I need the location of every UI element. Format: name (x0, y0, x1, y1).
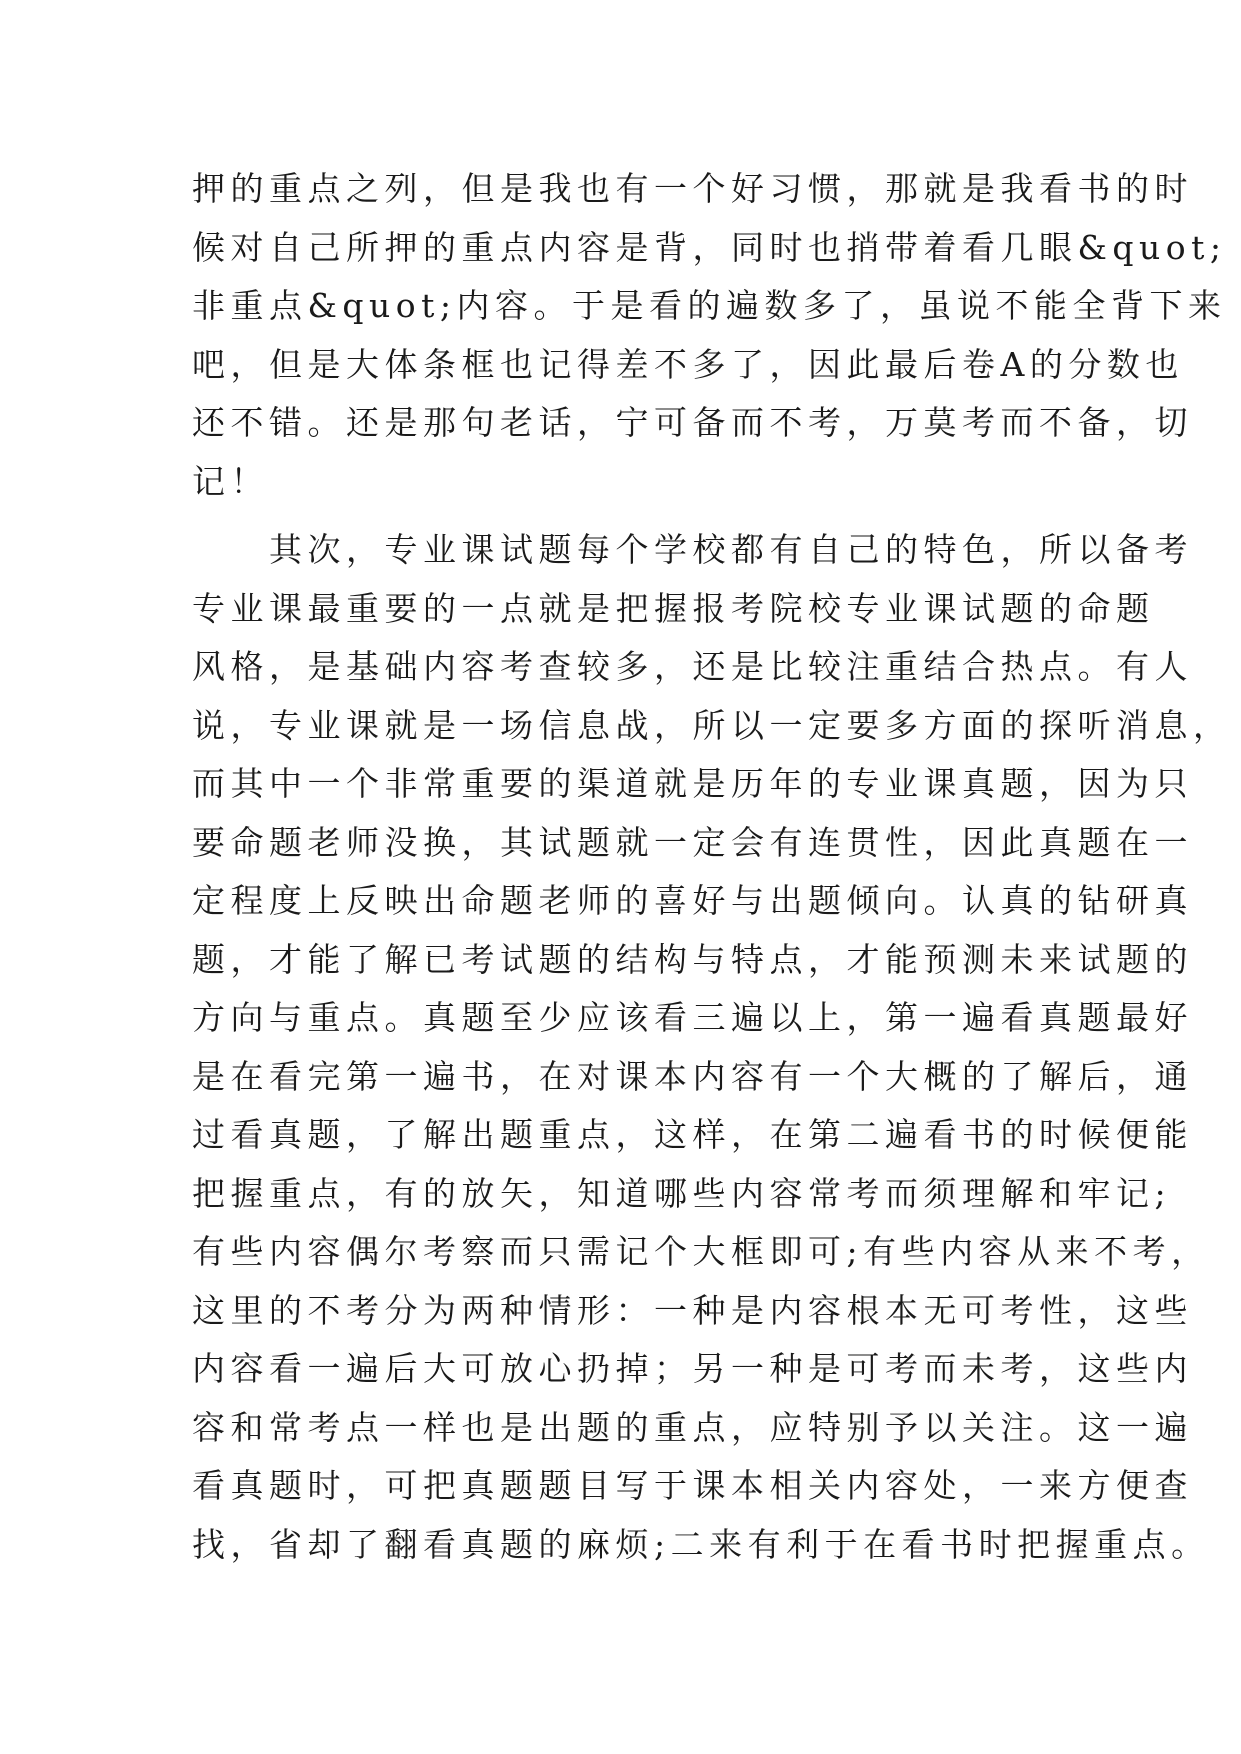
text-line: 找，省却了翻看真题的麻烦;二来有利于在看书时把握重点。 (192, 1524, 1210, 1564)
text-line: 记！ (192, 461, 269, 501)
paragraph-gap (192, 511, 1072, 521)
text-line: 要命题老师没换，其试题就一定会有连贯性，因此真题在一 (192, 822, 1193, 862)
text-line: 定程度上反映出命题老师的喜好与出题倾向。认真的钻研真 (192, 881, 1193, 920)
text-line: 押的重点之列，但是我也有一个好习惯，那就是我看书的时 (192, 169, 1193, 208)
text-line: 题，才能了解已考试题的结构与特点，才能预测未来试题的 (192, 939, 1193, 979)
text-line: 风格，是基础内容考查较多，还是比较注重结合热点。有人 (192, 647, 1193, 686)
text-line: 看真题时，可把真题题目写于课本相关内容处，一来方便查 (192, 1466, 1193, 1505)
text-line: 而其中一个非常重要的渠道就是历年的专业课真题，因为只 (192, 764, 1193, 803)
text-line: 内容看一遍后大可放心扔掉；另一种是可考而未考，这些内 (192, 1349, 1193, 1388)
text-line: 方向与重点。真题至少应该看三遍以上，第一遍看真题最好 (192, 998, 1193, 1037)
body-text (192, 160, 1232, 1574)
text-line: 有些内容偶尔考察而只需记个大框即可;有些内容从来不考， (192, 1232, 1210, 1271)
text-line: 把握重点，有的放矢，知道哪些内容常考而须理解和牢记; (192, 1173, 1172, 1213)
text-line: 其次，专业课试题每个学校都有自己的特色，所以备考 (192, 530, 1193, 569)
text-line: 容和常考点一样也是出题的重点，应特别予以关注。这一遍 (192, 1407, 1193, 1447)
text-line: 专业课最重要的一点就是把握报考院校专业课试题的命题 (192, 588, 1155, 628)
text-line: 说，专业课就是一场信息战，所以一定要多方面的探听消息， (192, 705, 1232, 745)
paragraph-1 (192, 160, 1227, 511)
paragraph-2 (192, 521, 1232, 1574)
text-line: 这里的不考分为两种情形：一种是内容根本无可考性，这些 (192, 1290, 1193, 1330)
text-line: 还不错。还是那句老话，宁可备而不考，万莫考而不备，切 (192, 403, 1193, 442)
text-line: 非重点&quot;内容。于是看的遍数多了，虽说不能全背下来 (192, 286, 1227, 325)
text-line: 吧，但是大体条框也记得差不多了，因此最后卷A的分数也 (192, 344, 1184, 384)
text-line: 过看真题，了解出题重点，这样，在第二遍看书的时候便能 (192, 1115, 1193, 1154)
text-line: 候对自己所押的重点内容是背，同时也捎带着看几眼&quot; (192, 227, 1227, 267)
text-line: 是在看完第一遍书，在对课本内容有一个大概的了解后，通 (192, 1056, 1193, 1096)
